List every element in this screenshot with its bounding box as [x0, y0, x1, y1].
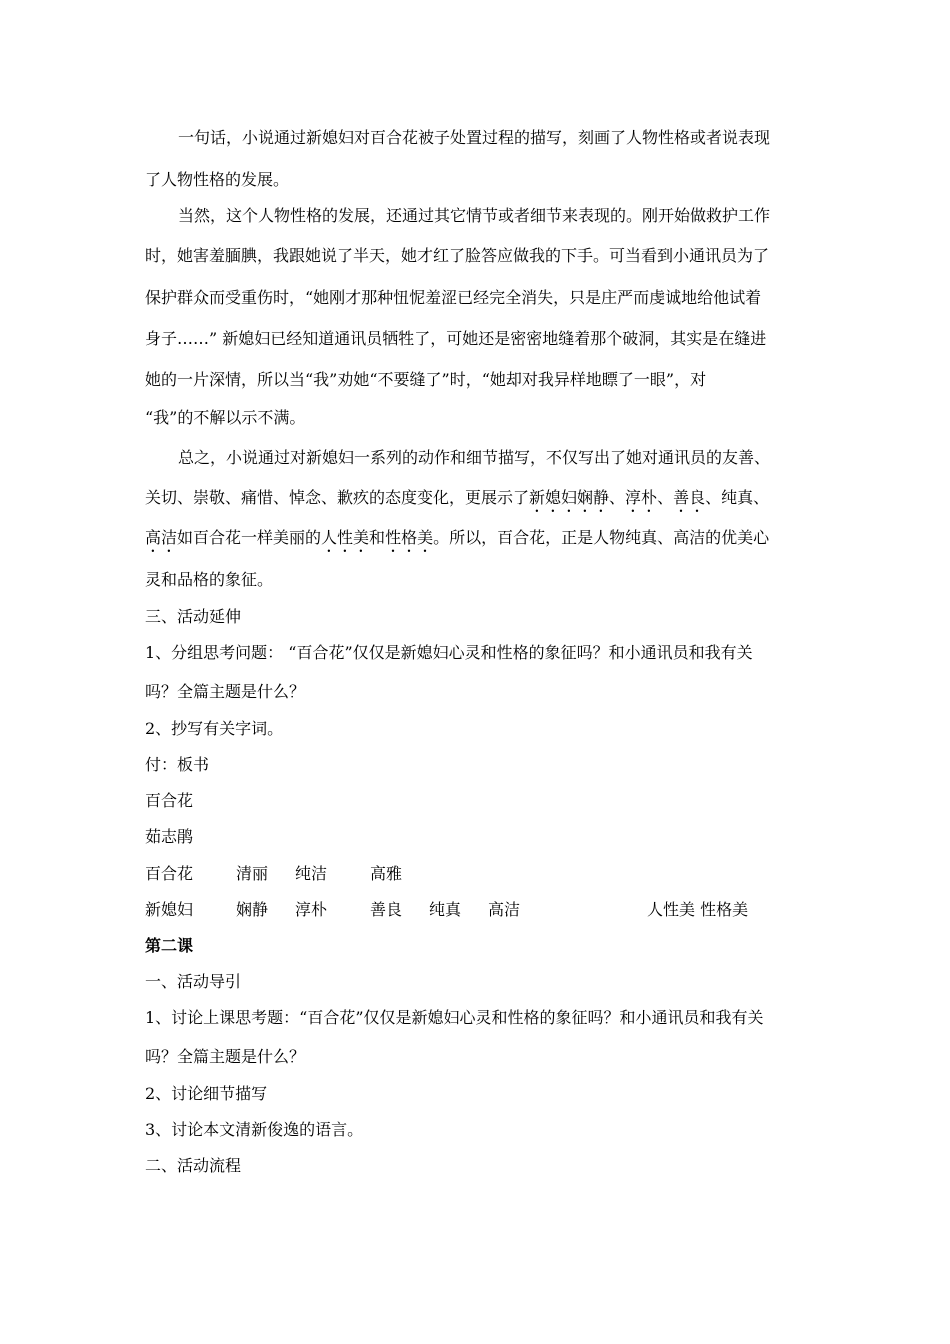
board-title: 百合花 — [145, 791, 194, 810]
emphasis-text: 性格美 — [385, 528, 434, 547]
board-cell: 高洁 — [488, 900, 521, 919]
item1-line2: 吗？全篇主题是什么？ — [145, 682, 306, 701]
lesson2-item2: 2、讨论细节描写 — [145, 1084, 268, 1103]
board-cell: 纯洁 — [295, 864, 328, 883]
board-cell: 淳朴 — [295, 900, 328, 919]
para3-line1: 总之，小说通过对新媳妇一系列的动作和细节描写，不仅写出了她对通讯员的友善、 — [178, 448, 771, 467]
board-cell: 纯真 — [429, 900, 462, 919]
para1-line2: 了人物性格的发展。 — [145, 170, 290, 189]
section-title: 三、活动延伸 — [145, 607, 242, 626]
para2-line4: 身子……” 新媳妇已经知道通讯员牺牲了，可她还是密密地缝着那个破洞，其实是在缝进 — [145, 329, 767, 348]
emphasis-text: 高洁 — [145, 528, 178, 547]
board-cell: 清丽 — [236, 864, 269, 883]
lesson2-title: 第二课 — [145, 936, 194, 955]
para2-line6: “我”的不解以示不满。 — [145, 408, 306, 427]
board-cell: 百合花 — [145, 864, 194, 883]
para2-line3: 保护群众而受重伤时，“她刚才那种忸怩羞涩已经完全消失，只是庄严而虔诚地给他试着 — [145, 288, 762, 307]
para2-line2: 时，她害羞腼腆，我跟她说了半天，她才红了脸答应做我的下手。可当看到小通讯员为了 — [145, 246, 770, 265]
emphasis-text: 新媳妇娴静 — [529, 488, 610, 507]
board-cell: 新媳妇 — [145, 900, 194, 919]
emphasis-text: 人性美 — [321, 528, 370, 547]
lesson2-item1-line2: 吗？全篇主题是什么？ — [145, 1047, 306, 1066]
board-label: 付：板书 — [145, 755, 210, 774]
board-cell: 娴静 — [236, 900, 269, 919]
board-cell: 高雅 — [370, 864, 403, 883]
board-summary: 人性美 性格美 — [647, 900, 749, 919]
item1-line1: 1、分组思考问题： “百合花”仅仅是新媳妇心灵和性格的象征吗？和小通讯员和我有关 — [145, 643, 753, 662]
item2: 2、抄写有关字词。 — [145, 719, 284, 738]
lesson2-item1-line1: 1、讨论上课思考题：“百合花”仅仅是新媳妇心灵和性格的象征吗？和小通讯员和我有关 — [145, 1008, 764, 1027]
para2-line1: 当然，这个人物性格的发展，还通过其它情节或者细节来表现的。刚开始做救护工作 — [178, 206, 771, 225]
para1-line1: 一句话，小说通过新媳妇对百合花被子处置过程的描写，刻画了人物性格或者说表现 — [178, 128, 771, 147]
emphasis-text: 善良 — [673, 488, 706, 507]
lesson2-section2: 二、活动流程 — [145, 1156, 242, 1175]
board-cell: 善良 — [370, 900, 403, 919]
lesson2-section1: 一、活动导引 — [145, 972, 242, 991]
lesson2-item3: 3、讨论本文清新俊逸的语言。 — [145, 1120, 364, 1139]
para2-line5: 她的一片深情，所以当“我”劝她“不要缝了”时，“她却对我异样地瞟了一眼”，对 — [145, 370, 707, 389]
para3-line3: 高洁如百合花一样美丽的人性美和性格美。所以，百合花，正是人物纯真、高洁的优美心 — [145, 528, 770, 547]
para3-line2: 关切、崇敬、痛惜、悼念、歉疚的态度变化，更展示了新媳妇娴静、淳朴、善良、纯真、 — [145, 488, 770, 507]
emphasis-text: 淳朴 — [625, 488, 658, 507]
board-author: 茹志鹃 — [145, 827, 194, 846]
para3-line4: 灵和品格的象征。 — [145, 570, 274, 589]
